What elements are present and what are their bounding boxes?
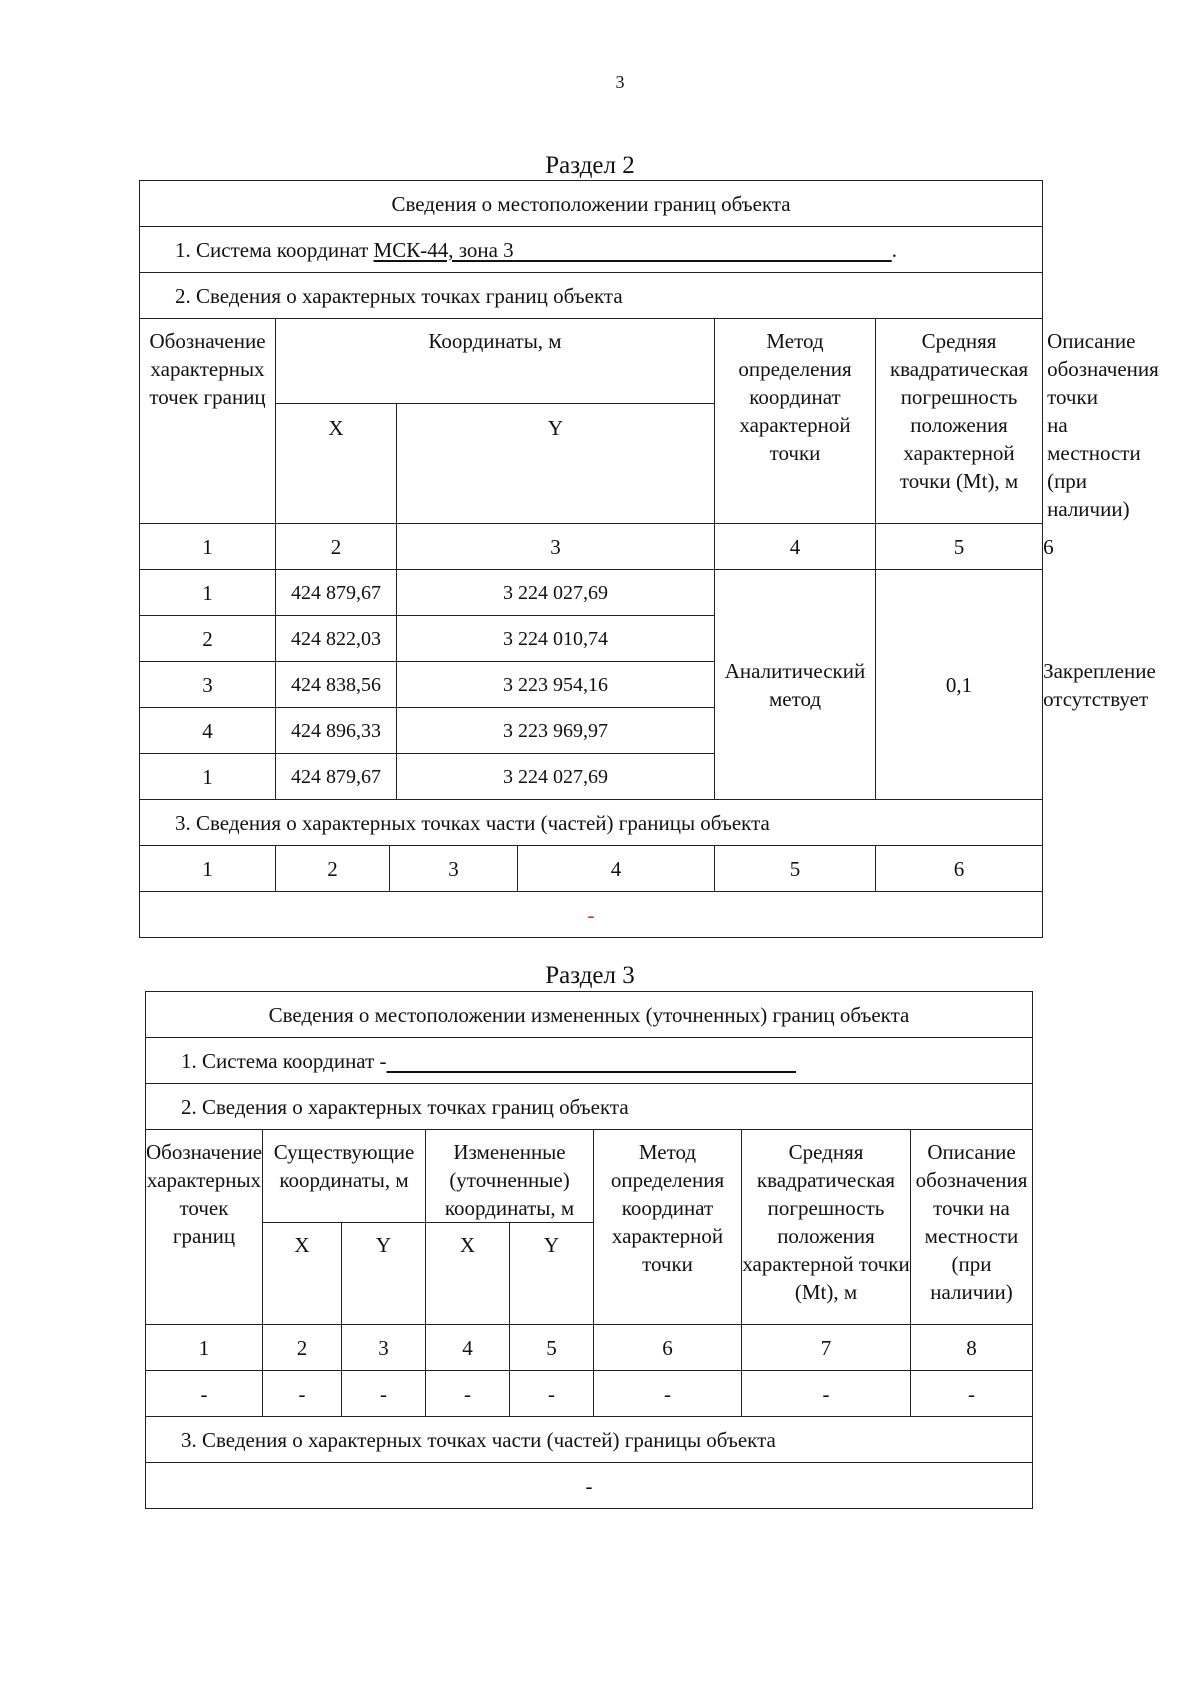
col-changed-header: Измененные (уточненные) координаты, м (426, 1130, 594, 1223)
section-3-coord-system (146, 1038, 1033, 1084)
col-y-header: Y (510, 1223, 594, 1325)
section-2-table: Сведения о местоположении границ объекта 1. Система координат МСК-44, зона 3 . 2. Сведения о характерных точках границ объекта Обозначение характерных точек границ Координаты, м Метод определения координат характерной точки Средняя квадратическая погрешность положения характерной точки (Mt), м Описание обозначения точки на местности (при наличии) X Y 1 2 3 4 5 6 1 424 879,67 3 224 027,69 Аналитический метод 0,1 Закрепление отсутствует 2 424 822,03 3 224 010,74 3 424 838,56 3 223 954,16 4 424 896,33 3 223 969,97 1 424 879,67 3 224 027,69 3. Сведения о характерных точках части (частей) границы объекта 1 2 3 4 5 6 - (139, 180, 1043, 938)
section-3-parts-value: - (146, 1463, 1033, 1509)
point-y: 3 224 027,69 (397, 754, 715, 800)
col-number: 1 (146, 1325, 263, 1371)
col-number: 3 (342, 1325, 426, 1371)
point-y: 3 224 027,69 (397, 570, 715, 616)
point-y: 3 223 954,16 (397, 662, 715, 708)
parts-col-number: 4 (518, 846, 715, 892)
col-number: 5 (876, 524, 1043, 570)
col-y-header: Y (397, 403, 715, 523)
col-x-header: X (276, 403, 397, 523)
coord-system-value: - (379, 1048, 387, 1073)
section-2-header: Сведения о местоположении границ объекта (140, 181, 1043, 227)
point-id: 2 (140, 616, 276, 662)
point-y: 3 223 969,97 (397, 708, 715, 754)
coord-system-label: 1. Система координат (181, 1048, 380, 1073)
empty-cell: - (342, 1371, 426, 1417)
col-y-header: Y (342, 1223, 426, 1325)
section-2-points-title: 2. Сведения о характерных точках границ объекта (140, 273, 1043, 319)
error-value: 0,1 (876, 570, 1043, 800)
col-number: 2 (276, 524, 397, 570)
method-value: Аналитический метод (715, 570, 876, 800)
parts-col-number: 6 (876, 846, 1043, 892)
col-number: 6 (594, 1325, 742, 1371)
point-x: 424 879,67 (276, 570, 397, 616)
section-3-parts-title: 3. Сведения о характерных точках части (частей) границы объекта (146, 1417, 1033, 1463)
col-x-header: X (263, 1223, 342, 1325)
empty-cell: - (263, 1371, 342, 1417)
section-2-title: Раздел 2 (545, 152, 635, 179)
point-id: 3 (140, 662, 276, 708)
col-x-header: X (426, 1223, 510, 1325)
col-coordinates-header: Координаты, м (276, 319, 715, 404)
section-3-title: Раздел 3 (545, 962, 635, 989)
col-number: 1 (140, 524, 276, 570)
col-method-header: Метод определения координат характерной точки (594, 1130, 742, 1325)
section-3-points-title: 2. Сведения о характерных точках границ объекта (146, 1084, 1033, 1130)
section-2-coord-system (140, 227, 1043, 273)
empty-cell: - (146, 1371, 263, 1417)
empty-cell: - (911, 1371, 1033, 1417)
col-number: 7 (742, 1325, 911, 1371)
empty-cell: - (742, 1371, 911, 1417)
col-error-header: Средняя квадратическая погрешность положения характерной точки (Mt), м (876, 319, 1043, 524)
parts-col-number: 2 (276, 846, 390, 892)
parts-col-number: 3 (390, 846, 518, 892)
point-id: 4 (140, 708, 276, 754)
col-designation-header: Обозначение характерных точек границ (146, 1130, 263, 1325)
col-existing-header: Существующие координаты, м (263, 1130, 426, 1223)
empty-cell: - (426, 1371, 510, 1417)
empty-cell: - (510, 1371, 594, 1417)
col-designation-header: Обозначение характерных точек границ (140, 319, 276, 524)
col-method-header: Метод определения координат характерной точки (715, 319, 876, 524)
section-2-parts-title: 3. Сведения о характерных точках части (частей) границы объекта (140, 800, 1043, 846)
section-2-parts-value: - (140, 892, 1043, 938)
parts-col-number: 1 (140, 846, 276, 892)
point-x: 424 896,33 (276, 708, 397, 754)
section-3-table (145, 991, 1033, 1509)
point-id: 1 (140, 570, 276, 616)
col-number: 3 (397, 524, 715, 570)
page-number: 3 (615, 72, 625, 92)
coord-system-line (387, 1049, 797, 1073)
col-number: 2 (263, 1325, 342, 1371)
point-x: 424 879,67 (276, 754, 397, 800)
point-x: 424 822,03 (276, 616, 397, 662)
section-3-header: Сведения о местоположении измененных (уточненных) границ объекта (146, 992, 1033, 1038)
coord-system-label: 1. Система координат (175, 237, 374, 262)
point-id: 1 (140, 754, 276, 800)
parts-col-number: 5 (715, 846, 876, 892)
col-number: 4 (715, 524, 876, 570)
col-number: 5 (510, 1325, 594, 1371)
empty-cell: - (594, 1371, 742, 1417)
col-number: 4 (426, 1325, 510, 1371)
col-error-header: Средняя квадратическая погрешность положения характерной точки (Mt), м (742, 1130, 911, 1325)
coord-system-end: . (891, 237, 897, 262)
point-y: 3 224 010,74 (397, 616, 715, 662)
point-x: 424 838,56 (276, 662, 397, 708)
coord-system-value: МСК-44, зона 3 (373, 237, 514, 262)
col-description-header: Описание обозначения точки на местности (при наличии) (911, 1130, 1033, 1325)
col-number: 8 (911, 1325, 1033, 1371)
